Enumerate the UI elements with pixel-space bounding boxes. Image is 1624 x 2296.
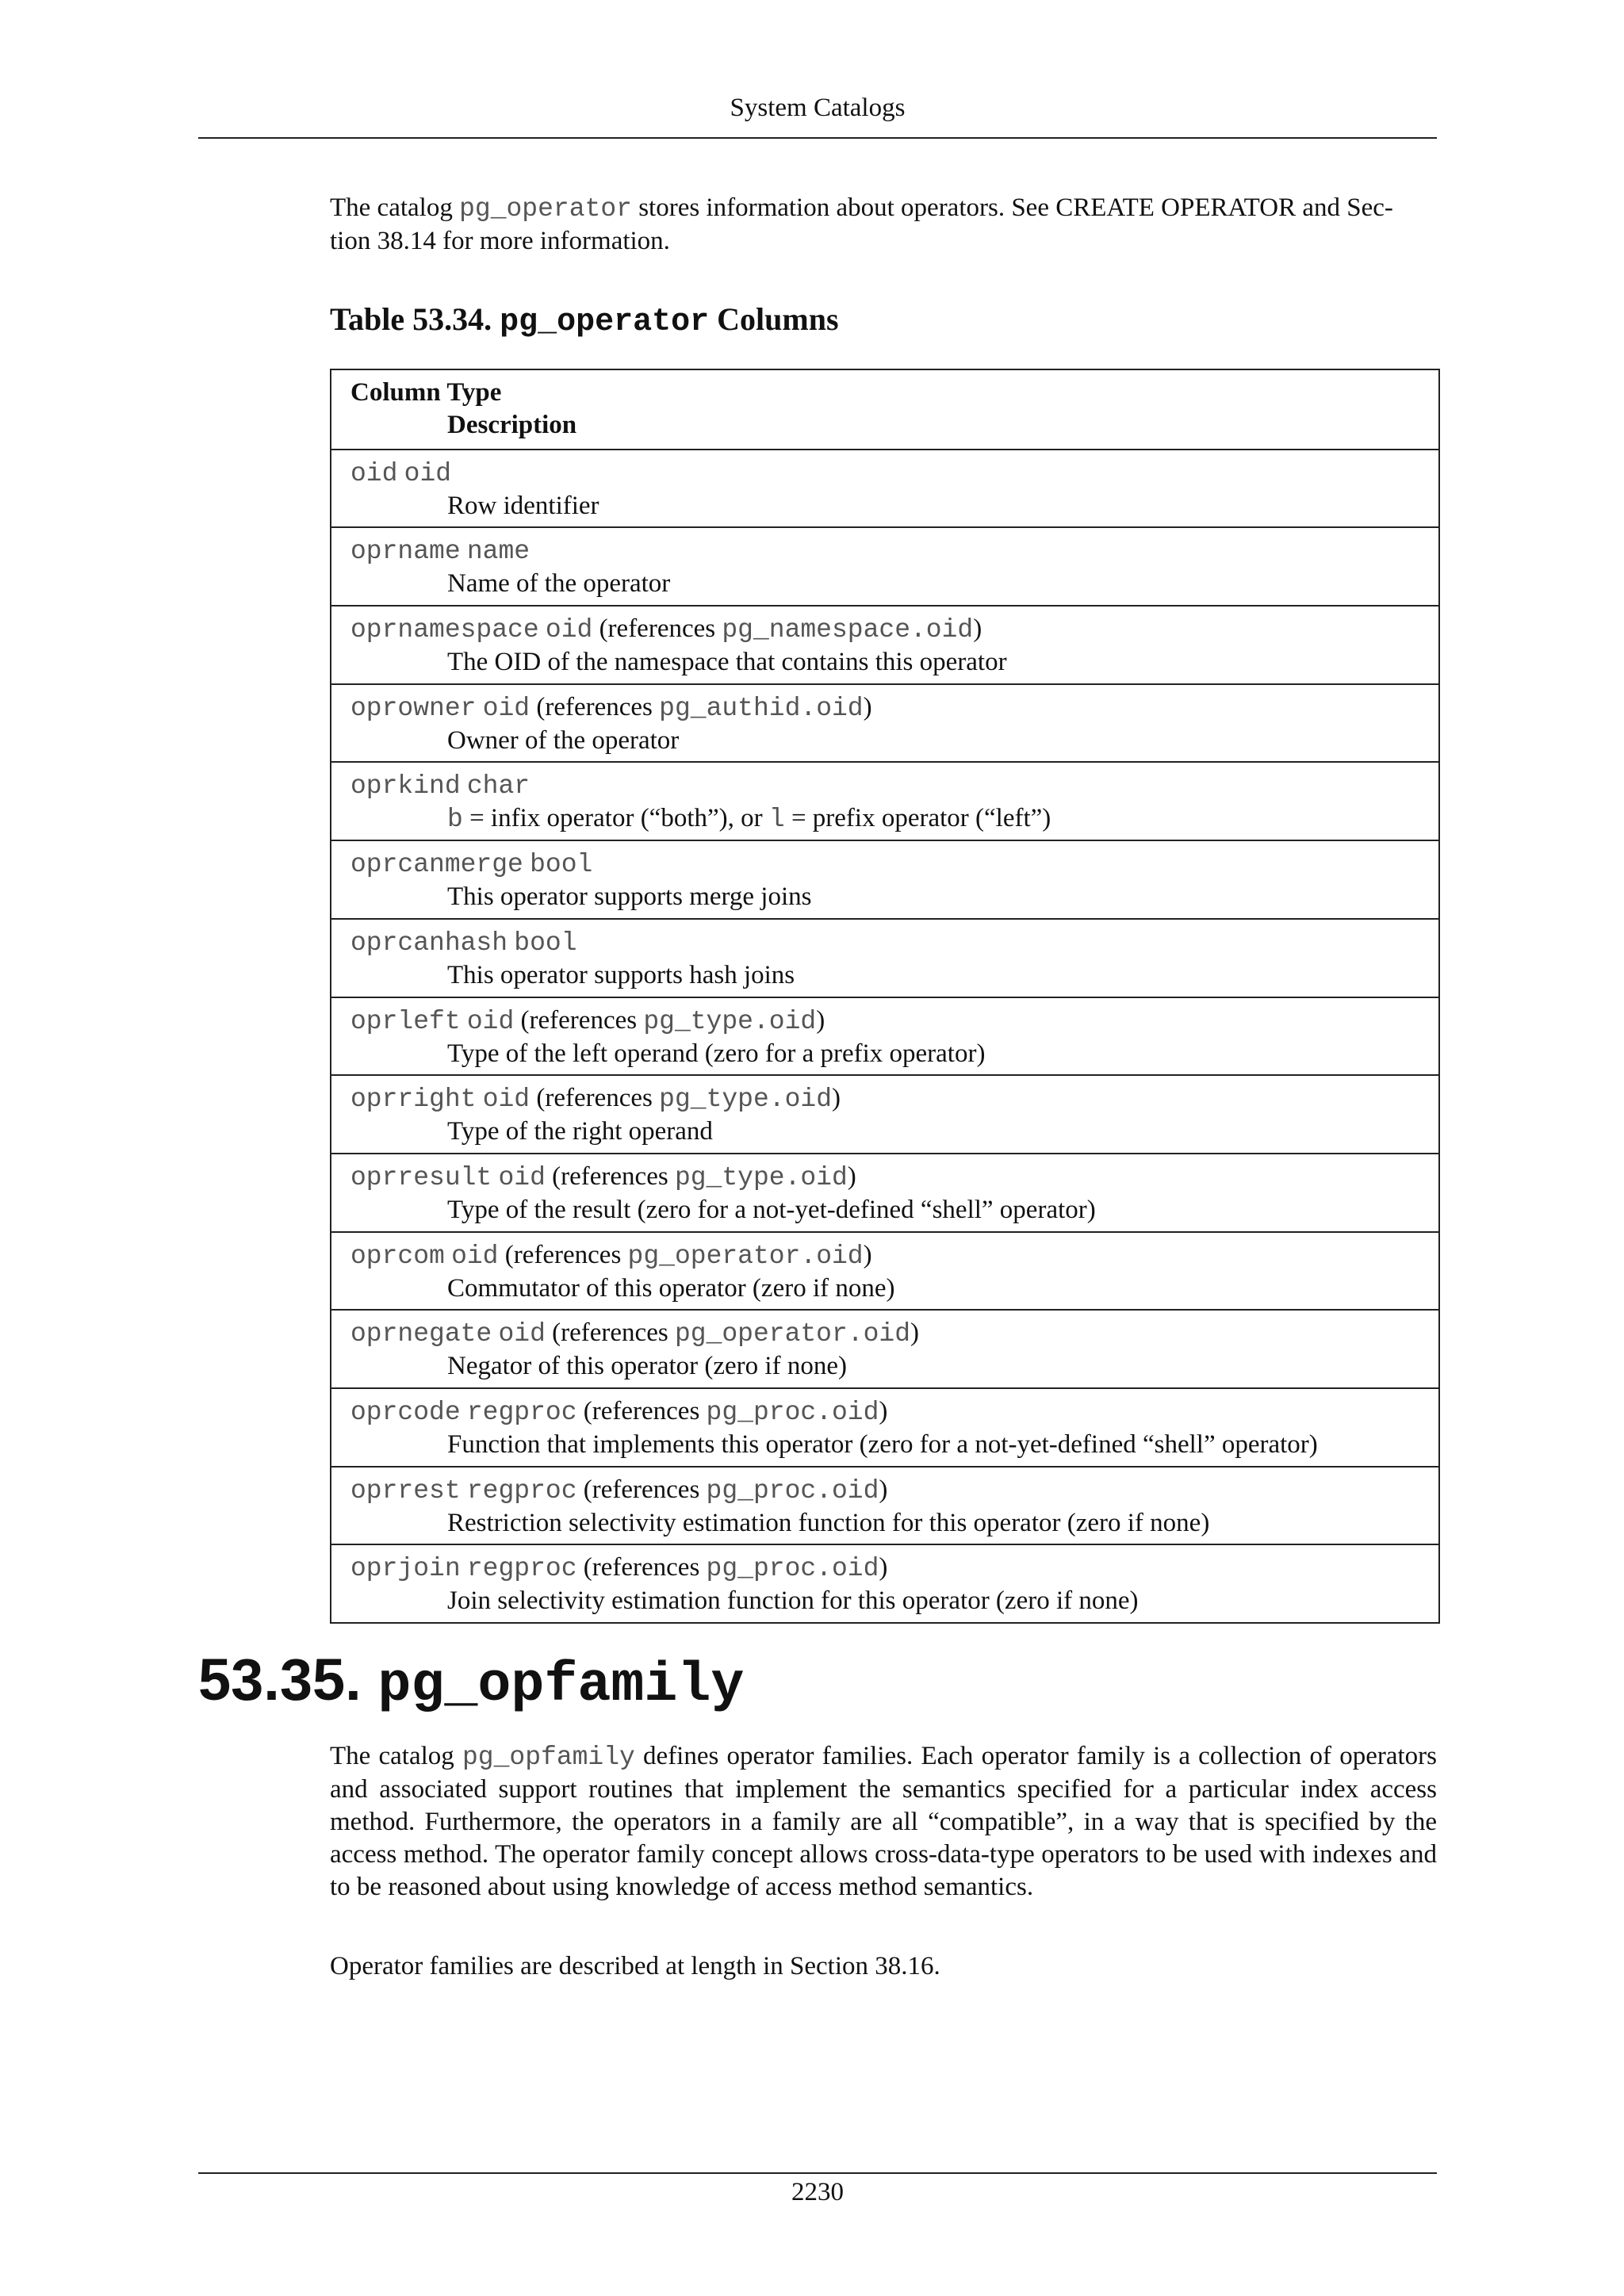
intro-text: stores information about operators. See <box>631 193 1056 222</box>
column-type: oid <box>545 615 593 645</box>
reference-column[interactable]: .oid <box>784 1162 848 1192</box>
column-definition <box>350 1239 1419 1272</box>
references-text: (references <box>530 692 660 721</box>
intro-code: pg_operator <box>459 194 632 224</box>
section-paragraph-2-text: . <box>933 1952 940 1980</box>
column-name: oprcom <box>350 1241 445 1271</box>
table-row <box>331 605 1438 683</box>
column-description: Join selectivity estimation function for this operator (zero if none) <box>447 1586 1139 1616</box>
table-row <box>331 1387 1438 1466</box>
references-text: (references <box>592 614 722 644</box>
table-row <box>331 997 1438 1075</box>
reference-catalog[interactable]: pg_namespace <box>722 615 910 645</box>
column-name: oprcode <box>350 1397 461 1427</box>
section-link-part1[interactable]: Sec- <box>1346 193 1393 222</box>
section-paragraph-code: pg_opfamily <box>462 1743 635 1772</box>
intro-paragraph <box>330 192 1437 258</box>
column-type: oid <box>482 693 530 723</box>
references-close: ) <box>816 1005 825 1035</box>
column-name: oprresult <box>350 1162 492 1192</box>
reference-link[interactable] <box>722 614 973 643</box>
column-name: oprleft <box>350 1006 461 1036</box>
column-type: oid <box>498 1162 546 1192</box>
table-row <box>331 683 1438 762</box>
section-link-part2[interactable]: tion 38.14 <box>330 227 436 255</box>
reference-catalog[interactable]: pg_operator <box>674 1319 848 1349</box>
column-name: oprright <box>350 1085 477 1115</box>
column-name: oprnegate <box>350 1319 492 1349</box>
column-definition <box>350 534 1419 568</box>
column-definition <box>350 1161 1419 1194</box>
reference-column[interactable]: .oid <box>847 1319 911 1349</box>
header-column-type: Column Type <box>350 378 502 407</box>
references-text: (references <box>498 1240 628 1269</box>
reference-link[interactable] <box>659 693 863 721</box>
reference-catalog[interactable]: pg_type <box>674 1162 785 1192</box>
column-name: oprkind <box>350 771 461 802</box>
references-close: ) <box>910 1318 920 1348</box>
column-type: oid <box>404 458 452 488</box>
table-title-code: pg_operator <box>500 304 710 340</box>
references-close: ) <box>879 1553 888 1582</box>
section-paragraph-text: defines operator families. Each operator family is a collection of operators and associated support routines that implement the semantics specified for a particular index access method. Furthermore, the operators in a family are all “compatible”, in a way that is specified by the access method. The operator family concept allows cross-data-type operators to be used with indexes and to be reasoned about using knowledge of access method semantics. <box>330 1742 1437 1901</box>
table-row <box>331 1466 1438 1544</box>
section-code: pg_opfamily <box>377 1655 745 1717</box>
references-text: (references <box>576 1553 707 1582</box>
column-description: Commutator of this operator (zero if none) <box>447 1273 895 1303</box>
column-definition <box>350 926 1419 959</box>
column-description <box>350 802 1419 836</box>
section-number: 53.35. <box>198 1647 378 1712</box>
table-header-row <box>331 370 1438 449</box>
column-type: bool <box>514 928 577 958</box>
section-paragraph-2 <box>330 1950 1437 1983</box>
column-description: Name of the operator <box>447 569 671 599</box>
reference-link[interactable] <box>659 1084 832 1115</box>
oprkind-text: = prefix operator (“left”) <box>784 804 1051 833</box>
reference-catalog[interactable]: pg_operator <box>627 1241 801 1271</box>
column-description: Type of the left operand (zero for a prefix operator) <box>447 1039 986 1068</box>
column-description: Row identifier <box>447 491 599 520</box>
intro-text: for more information. <box>435 227 670 255</box>
column-definition <box>350 1395 1419 1429</box>
column-type: char <box>466 771 530 802</box>
column-description: Type of the right operand <box>447 1117 713 1146</box>
column-type: oid <box>466 1006 515 1036</box>
reference-link[interactable] <box>707 1553 879 1582</box>
column-definition <box>350 848 1419 881</box>
reference-link[interactable] <box>707 1475 879 1504</box>
table-row <box>331 1544 1438 1622</box>
create-operator-link[interactable]: CREATE OPERATOR <box>1055 193 1297 222</box>
references-text: (references <box>576 1396 707 1425</box>
reference-column[interactable]: .oid <box>800 1241 864 1271</box>
section-paragraph-text: The catalog <box>330 1742 462 1770</box>
column-type: regproc <box>466 1475 577 1506</box>
section-heading <box>198 1646 744 1717</box>
header-description: Description <box>447 411 577 439</box>
column-definition <box>350 1552 1419 1585</box>
references-close: ) <box>879 1475 888 1504</box>
references-close: ) <box>863 1240 872 1269</box>
table-row <box>331 840 1438 918</box>
table-row <box>331 1074 1438 1153</box>
references-text: (references <box>545 1318 675 1348</box>
references-text: (references <box>530 1084 660 1113</box>
section-38-16-link[interactable]: Section 38.16 <box>790 1952 934 1980</box>
column-description: This operator supports hash joins <box>447 960 795 989</box>
column-name: oprcanhash <box>350 928 508 958</box>
section-paragraph <box>330 1740 1437 1904</box>
page-number: 2230 <box>791 2178 844 2206</box>
column-definition <box>350 691 1419 725</box>
oprkind-text: = infix operator (“both”), or <box>462 804 769 833</box>
references-close: ) <box>847 1161 856 1191</box>
reference-column[interactable]: .oid <box>910 615 974 645</box>
header-rule <box>198 137 1437 139</box>
table-row <box>331 1309 1438 1387</box>
columns-table <box>330 369 1440 1624</box>
reference-catalog[interactable]: pg_proc <box>706 1475 817 1506</box>
reference-column[interactable]: .oid <box>816 1554 879 1584</box>
references-close: ) <box>973 614 982 644</box>
reference-column[interactable]: .oid <box>753 1006 817 1036</box>
column-type: regproc <box>466 1397 577 1427</box>
column-description: Owner of the operator <box>447 725 680 755</box>
references-close: ) <box>832 1084 841 1113</box>
table-title-suffix: Columns <box>709 301 839 337</box>
table-row <box>331 1231 1438 1310</box>
running-header: System Catalogs <box>730 94 906 122</box>
column-name: oprjoin <box>350 1554 461 1584</box>
column-description: This operator supports merge joins <box>447 882 812 912</box>
reference-catalog[interactable]: pg_authid <box>659 693 801 723</box>
column-name: oid <box>350 458 398 488</box>
reference-column[interactable]: .oid <box>800 693 864 723</box>
table-row <box>331 918 1438 997</box>
column-type: oid <box>451 1241 499 1271</box>
reference-catalog[interactable]: pg_type <box>659 1085 769 1115</box>
table-row <box>331 761 1438 840</box>
column-description: Restriction selectivity estimation function for this operator (zero if none) <box>447 1508 1210 1537</box>
reference-link[interactable] <box>707 1397 879 1425</box>
column-definition <box>350 457 1419 490</box>
column-type: oid <box>498 1319 546 1349</box>
references-close: ) <box>863 692 872 721</box>
column-name: oprname <box>350 537 461 567</box>
column-definition <box>350 1004 1419 1038</box>
oprkind-code-b: b <box>447 805 463 835</box>
column-description: The OID of the namespace that contains this operator <box>447 648 1007 677</box>
intro-text: The catalog <box>330 193 460 222</box>
column-type: regproc <box>466 1554 577 1584</box>
column-description: Function that implements this operator (zero for a not-yet-defined “shell” operator) <box>447 1429 1318 1459</box>
table-row <box>331 449 1438 527</box>
reference-column[interactable]: .oid <box>816 1397 879 1427</box>
column-name: oprcanmerge <box>350 850 523 880</box>
column-name: oprrest <box>350 1475 461 1506</box>
references-text: (references <box>576 1475 707 1504</box>
table-row <box>331 1153 1438 1231</box>
reference-column[interactable]: .oid <box>816 1475 879 1506</box>
table-title <box>330 300 839 340</box>
references-close: ) <box>879 1396 888 1425</box>
section-paragraph-2-text: Operator families are described at length in <box>330 1952 791 1980</box>
column-definition <box>350 1082 1419 1115</box>
column-type: bool <box>530 850 593 880</box>
column-type: name <box>466 537 530 567</box>
reference-catalog[interactable]: pg_type <box>643 1006 753 1036</box>
reference-link[interactable] <box>643 1006 816 1035</box>
reference-column[interactable]: .oid <box>768 1085 832 1115</box>
column-definition <box>350 1317 1419 1350</box>
column-name: oprowner <box>350 693 477 723</box>
oprkind-code-l: l <box>768 805 785 835</box>
table-row <box>331 526 1438 605</box>
column-type: oid <box>482 1085 530 1115</box>
reference-link[interactable] <box>675 1318 910 1347</box>
column-description: Type of the result (zero for a not-yet-defined “shell” operator) <box>447 1195 1096 1224</box>
reference-link[interactable] <box>675 1162 848 1191</box>
column-name: oprnamespace <box>350 615 539 645</box>
table-title-prefix: Table 53.34. <box>330 301 500 337</box>
reference-link[interactable] <box>628 1241 864 1269</box>
column-definition <box>350 769 1419 802</box>
column-description: Negator of this operator (zero if none) <box>447 1352 847 1381</box>
footer-rule <box>198 2172 1437 2174</box>
references-text: (references <box>545 1161 675 1191</box>
column-definition <box>350 613 1419 646</box>
column-definition <box>350 1474 1419 1507</box>
reference-catalog[interactable]: pg_proc <box>706 1397 817 1427</box>
intro-text: and <box>1296 193 1347 222</box>
references-text: (references <box>514 1005 644 1035</box>
reference-catalog[interactable]: pg_proc <box>706 1554 817 1584</box>
